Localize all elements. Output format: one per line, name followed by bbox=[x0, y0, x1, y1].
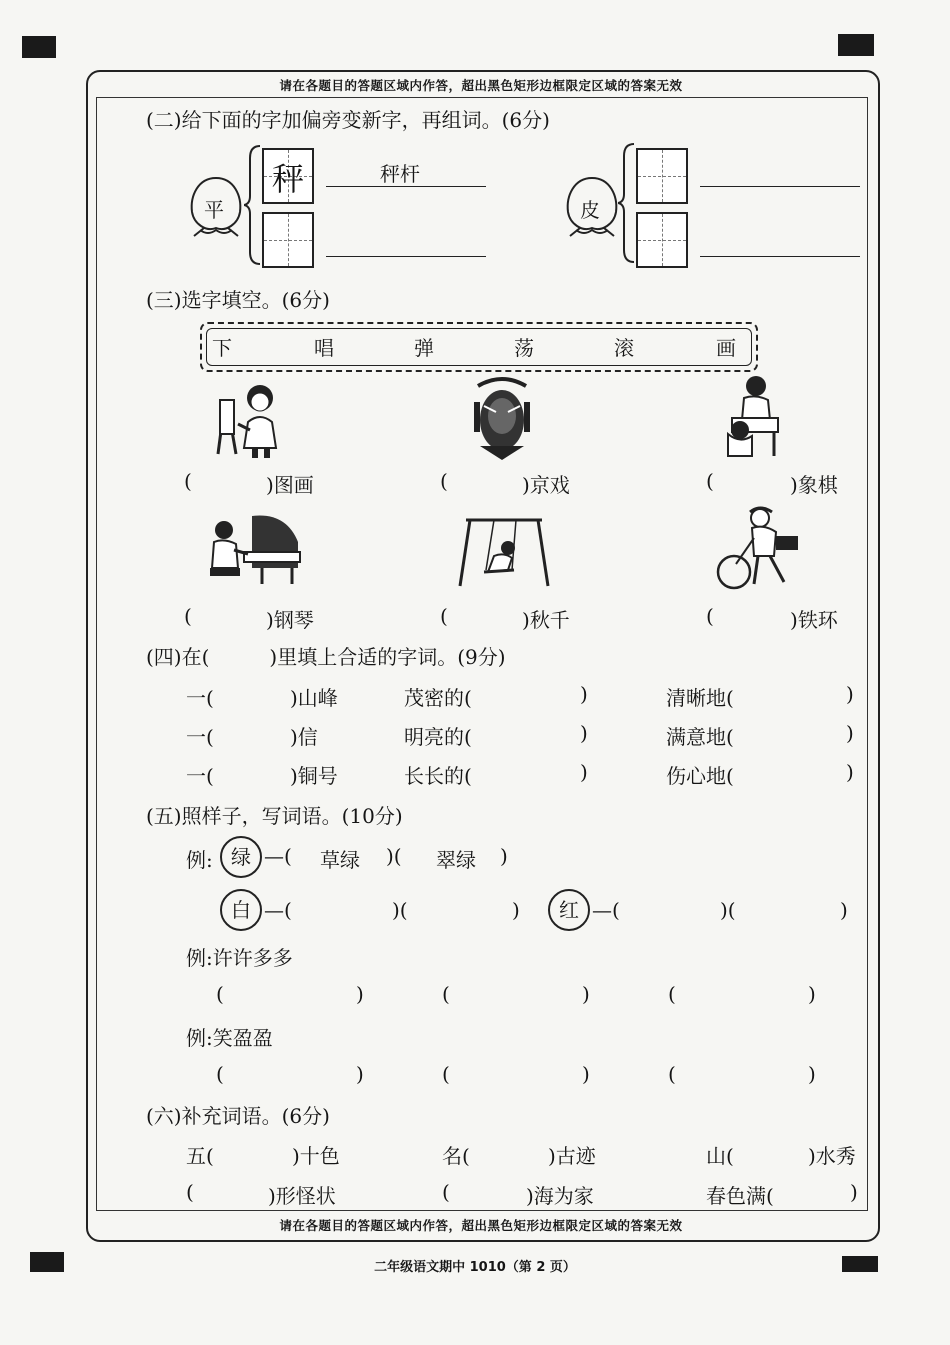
swing-illustration bbox=[456, 512, 552, 588]
q2-left-box-2[interactable] bbox=[262, 212, 314, 268]
q2-answer-line-3[interactable] bbox=[700, 186, 860, 187]
left-brace bbox=[244, 144, 262, 266]
q5-close: ) bbox=[582, 1062, 590, 1086]
right-brace bbox=[618, 142, 636, 264]
q5-close: ) bbox=[512, 898, 520, 922]
q5-close: ) bbox=[840, 898, 848, 922]
q6-item: )十色 bbox=[292, 1144, 340, 1168]
q6-item: 五( bbox=[186, 1144, 214, 1168]
q2-right-char: 皮 bbox=[580, 198, 600, 222]
q4-item: 明亮的( bbox=[404, 725, 472, 749]
q4-close: ) bbox=[846, 760, 854, 784]
q3-word-choices-box bbox=[200, 322, 758, 372]
registration-mark-top-right bbox=[838, 34, 874, 56]
q3-choice: 唱 bbox=[314, 336, 334, 360]
q6-item: ) bbox=[850, 1180, 858, 1204]
q3-item: )铁环 bbox=[790, 608, 838, 632]
q3-heading: (三)选字填空。(6分) bbox=[146, 288, 330, 312]
q5-example-3: 例:笑盈盈 bbox=[186, 1026, 273, 1050]
q3-choice: 画 bbox=[716, 336, 736, 360]
q5-open: ( bbox=[442, 982, 450, 1006]
q4-item: 清晰地( bbox=[666, 686, 734, 710]
q5-mid: )( bbox=[392, 898, 408, 922]
q2-answer-line-1[interactable] bbox=[326, 186, 486, 187]
q5-dash-open: —( bbox=[264, 898, 292, 922]
q5-heading: (五)照样子，写词语。(10分) bbox=[146, 804, 403, 828]
q5-dash-open: —( bbox=[264, 844, 292, 868]
q5-example-word-1: 草绿 bbox=[320, 848, 360, 872]
q2-heading: (二)给下面的字加偏旁变新字，再组词。(6分) bbox=[146, 108, 550, 132]
q4-item: 伤心地( bbox=[666, 764, 734, 788]
q4-item: 满意地( bbox=[666, 725, 734, 749]
q2-answer-line-2[interactable] bbox=[326, 256, 486, 257]
q4-item: 一( bbox=[186, 686, 214, 710]
q3-item: )图画 bbox=[266, 473, 314, 497]
q2-right-box-2[interactable] bbox=[636, 212, 688, 268]
q3-choice: 下 bbox=[212, 336, 232, 360]
q4-item: )山峰 bbox=[290, 686, 338, 710]
q5-example-2: 例:许许多多 bbox=[186, 946, 293, 970]
q5-close: ) bbox=[500, 844, 508, 868]
boy-hoop-illustration bbox=[714, 504, 810, 590]
q4-item: 茂密的( bbox=[404, 686, 472, 710]
header-notice: 请在各题目的答题区域内作答，超出黑色矩形边框限定区域的答案无效 bbox=[279, 78, 683, 93]
paren-open: ( bbox=[184, 604, 192, 628]
paren-open: ( bbox=[184, 469, 192, 493]
q6-heading: (六)补充词语。(6分) bbox=[146, 1104, 330, 1128]
q5-open: ( bbox=[216, 1062, 224, 1086]
q2-right-box-1[interactable] bbox=[636, 148, 688, 204]
q2-left-example-word: 秤杆 bbox=[380, 162, 420, 186]
footer-notice: 请在各题目的答题区域内作答，超出黑色矩形边框限定区域的答案无效 bbox=[279, 1218, 683, 1233]
q5-char-circle: 白 bbox=[220, 889, 262, 931]
page-footer: 二年级语文期中 1010（第 2 页） bbox=[374, 1260, 576, 1275]
q3-item: )象棋 bbox=[790, 473, 838, 497]
girl-painting-illustration bbox=[214, 378, 290, 458]
registration-mark-top-left bbox=[22, 36, 56, 58]
q3-choice: 弹 bbox=[414, 336, 434, 360]
q4-close: ) bbox=[846, 721, 854, 745]
q3-item: )京戏 bbox=[522, 473, 570, 497]
chess-players-illustration bbox=[722, 374, 784, 458]
paren-open: ( bbox=[706, 604, 714, 628]
boy-piano-illustration bbox=[206, 512, 302, 586]
q6-item: )水秀 bbox=[808, 1144, 856, 1168]
q3-item: )秋千 bbox=[522, 608, 570, 632]
q4-close: ) bbox=[580, 682, 588, 706]
q5-example-word-2: 翠绿 bbox=[436, 848, 476, 872]
q4-heading: (四)在( )里填上合适的字词。(9分) bbox=[146, 645, 506, 669]
q5-open: ( bbox=[668, 1062, 676, 1086]
paren-open: ( bbox=[706, 469, 714, 493]
q6-item: 山( bbox=[706, 1144, 734, 1168]
q5-open: ( bbox=[442, 1062, 450, 1086]
q4-close: ) bbox=[846, 682, 854, 706]
q5-close: ) bbox=[356, 1062, 364, 1086]
q5-close: ) bbox=[808, 1062, 816, 1086]
q5-mid: )( bbox=[386, 844, 402, 868]
q6-item: )海为家 bbox=[526, 1184, 594, 1208]
q4-close: ) bbox=[580, 721, 588, 745]
q2-answer-line-4[interactable] bbox=[700, 256, 860, 257]
q5-mid: )( bbox=[720, 898, 736, 922]
q3-item: )钢琴 bbox=[266, 608, 314, 632]
q3-choice: 荡 bbox=[514, 336, 534, 360]
q5-close: ) bbox=[808, 982, 816, 1006]
q5-example-label: 例: bbox=[186, 848, 213, 872]
q6-item: )形怪状 bbox=[268, 1184, 336, 1208]
q2-left-box-1: 秤 bbox=[262, 148, 314, 204]
q5-open: ( bbox=[668, 982, 676, 1006]
opera-mask-illustration bbox=[470, 376, 534, 460]
q6-item: 名( bbox=[442, 1144, 470, 1168]
q2-left-char: 平 bbox=[204, 198, 224, 222]
q4-item: )信 bbox=[290, 725, 318, 749]
q4-item: )铜号 bbox=[290, 764, 338, 788]
q4-item: 长长的( bbox=[404, 764, 472, 788]
q4-item: 一( bbox=[186, 725, 214, 749]
q5-close: ) bbox=[582, 982, 590, 1006]
q5-char-circle: 红 bbox=[548, 889, 590, 931]
q5-example-char-circle: 绿 bbox=[220, 836, 262, 878]
q6-item: ( bbox=[442, 1180, 450, 1204]
q5-dash-open: —( bbox=[592, 898, 620, 922]
q4-close: ) bbox=[580, 760, 588, 784]
q6-item: 春色满( bbox=[706, 1184, 774, 1208]
q4-item: 一( bbox=[186, 764, 214, 788]
paren-open: ( bbox=[440, 604, 448, 628]
q3-choice: 滚 bbox=[614, 336, 634, 360]
paren-open: ( bbox=[440, 469, 448, 493]
q5-close: ) bbox=[356, 982, 364, 1006]
q5-open: ( bbox=[216, 982, 224, 1006]
q6-item: )古迹 bbox=[548, 1144, 596, 1168]
q6-item: ( bbox=[186, 1180, 194, 1204]
